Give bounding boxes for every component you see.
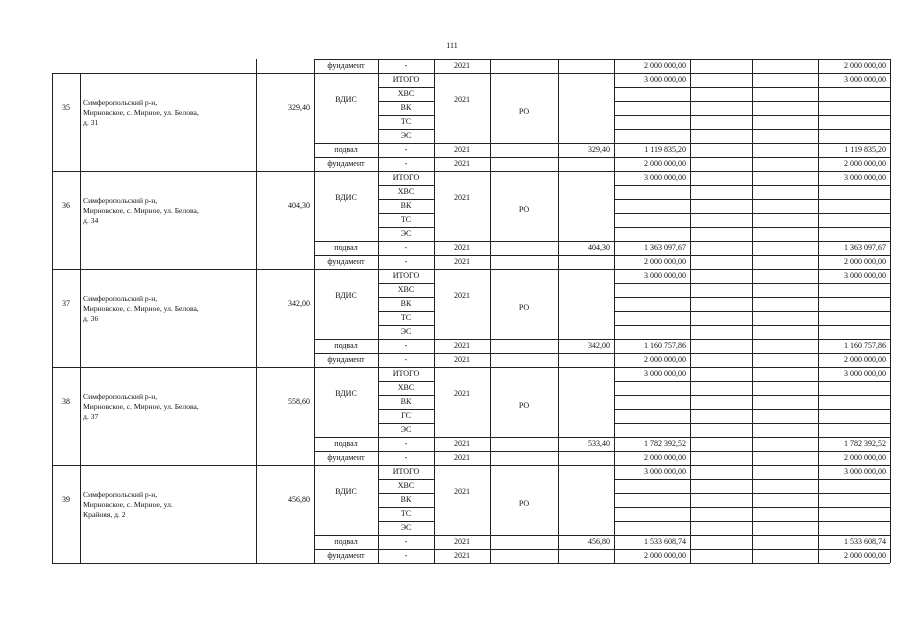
service-line	[378, 213, 434, 214]
block-border	[52, 563, 890, 564]
subrow-line	[314, 353, 890, 354]
amount-line	[614, 227, 890, 228]
work-type-cell: фундамент	[327, 551, 365, 560]
service-cell: ТС	[400, 509, 412, 518]
itogo-total-cell: 3 000 000,00	[844, 75, 886, 84]
amount-line	[614, 493, 890, 494]
work-type-cell: подвал	[334, 145, 358, 154]
service-line	[378, 479, 434, 480]
works-table	[52, 59, 890, 567]
subrow-line	[314, 535, 890, 536]
column-line	[256, 59, 257, 73]
service-cell: ИТОГО	[392, 75, 420, 84]
amount-line	[614, 185, 890, 186]
amount-line	[614, 101, 890, 102]
service-cell: ХВС	[397, 285, 415, 294]
column-line	[80, 465, 81, 563]
service-line	[378, 87, 434, 88]
amount-cell: 2 000 000,00	[644, 159, 686, 168]
dash-cell: -	[404, 439, 408, 448]
amount-line	[614, 381, 890, 382]
column-line	[890, 59, 891, 73]
volume-cell: 329,40	[588, 145, 610, 154]
system-type-cell: ВДИС	[335, 193, 357, 202]
volume-cell: 404,30	[588, 243, 610, 252]
dash-cell: -	[404, 257, 408, 266]
amount-line	[614, 325, 890, 326]
service-cell: ВК	[400, 201, 412, 210]
year-cell: 2021	[454, 537, 470, 546]
column-line	[256, 269, 257, 367]
column-line	[80, 73, 81, 171]
block-border	[52, 269, 890, 270]
itogo-amount-cell: 3 000 000,00	[644, 467, 686, 476]
area-cell: 456,80	[288, 495, 310, 504]
dash-cell: -	[404, 145, 408, 154]
amount-cell: 1 363 097,67	[644, 243, 686, 252]
service-line	[378, 297, 434, 298]
amount-cell: 1 119 835,20	[644, 145, 686, 154]
subrow-line	[314, 451, 890, 452]
column-line	[256, 465, 257, 563]
amount-line	[614, 423, 890, 424]
system-type-cell: ВДИС	[335, 95, 357, 104]
service-cell: ЭС	[400, 523, 412, 532]
work-type-cell: фундамент	[327, 61, 365, 70]
dash-cell: -	[404, 355, 408, 364]
work-type-cell: подвал	[334, 243, 358, 252]
service-line	[378, 283, 434, 284]
service-line	[378, 325, 434, 326]
amount-cell: 1 160 757,86	[644, 341, 686, 350]
area-cell: 558,60	[288, 397, 310, 406]
amount-cell: 2 000 000,00	[644, 355, 686, 364]
year-cell: 2021	[454, 453, 470, 462]
amount-line	[614, 479, 890, 480]
amount-line	[614, 409, 890, 410]
total-cell: 1 782 392,52	[844, 439, 886, 448]
column-line	[490, 59, 491, 73]
dash-cell: -	[404, 159, 408, 168]
service-cell: ИТОГО	[392, 271, 420, 280]
itogo-total-cell: 3 000 000,00	[844, 369, 886, 378]
amount-line	[614, 311, 890, 312]
service-line	[378, 493, 434, 494]
service-line	[378, 227, 434, 228]
column-line	[52, 367, 53, 465]
itogo-total-cell: 3 000 000,00	[844, 271, 886, 280]
column-line	[890, 465, 891, 563]
dash-cell: -	[404, 551, 408, 560]
service-line	[378, 521, 434, 522]
block-border	[52, 465, 890, 466]
year-cell: 2021	[454, 243, 470, 252]
column-line	[80, 269, 81, 367]
volume-cell: 533,40	[588, 439, 610, 448]
service-line	[378, 507, 434, 508]
year-cell: 2021	[454, 355, 470, 364]
total-cell: 2 000 000,00	[844, 453, 886, 462]
year-cell: 2021	[454, 487, 470, 496]
column-line	[890, 73, 891, 171]
year-cell: 2021	[454, 389, 470, 398]
amount-line	[614, 129, 890, 130]
total-cell: 1 160 757,86	[844, 341, 886, 350]
total-cell: 1 119 835,20	[844, 145, 886, 154]
service-cell: ВК	[400, 103, 412, 112]
service-cell: ИТОГО	[392, 173, 420, 182]
work-type-cell: фундамент	[327, 257, 365, 266]
funding-source-cell: РО	[518, 205, 530, 214]
service-line	[378, 115, 434, 116]
address-cell: Симферопольский р-н, Мирновское, с. Мирное, ул. Белова, д. 36	[83, 294, 199, 323]
year-cell: 2021	[454, 145, 470, 154]
column-line	[256, 367, 257, 465]
block-border	[52, 171, 890, 172]
service-cell: ЭС	[400, 229, 412, 238]
address-cell: Симферопольский р-н, Мирновское, с. Мирное, ул. Белова, д. 31	[83, 98, 199, 127]
column-line	[890, 269, 891, 367]
service-line	[378, 409, 434, 410]
service-cell: ТС	[400, 215, 412, 224]
total-cell: 2 000 000,00	[844, 355, 886, 364]
area-cell: 404,30	[288, 201, 310, 210]
work-type-cell: подвал	[334, 537, 358, 546]
service-line	[378, 395, 434, 396]
funding-source-cell: РО	[518, 303, 530, 312]
service-cell: ХВС	[397, 187, 415, 196]
service-cell: ВК	[400, 397, 412, 406]
total-cell: 2 000 000,00	[844, 551, 886, 560]
itogo-amount-cell: 3 000 000,00	[644, 173, 686, 182]
dash-cell: -	[404, 61, 408, 70]
subrow-line	[314, 339, 890, 340]
subrow-line	[314, 255, 890, 256]
column-line	[80, 171, 81, 269]
column-line	[256, 171, 257, 269]
grid-line	[314, 59, 890, 60]
service-cell: ИТОГО	[392, 369, 420, 378]
year-cell: 2021	[454, 341, 470, 350]
service-cell: ГС	[401, 411, 411, 420]
service-line	[378, 423, 434, 424]
total-cell: 2 000 000,00	[844, 159, 886, 168]
total-cell: 2 000 000,00	[844, 257, 886, 266]
work-type-cell: фундамент	[327, 453, 365, 462]
system-type-cell: ВДИС	[335, 291, 357, 300]
total-cell: 2 000 000,00	[844, 61, 886, 70]
service-cell: ИТОГО	[392, 467, 420, 476]
year-cell: 2021	[454, 257, 470, 266]
grid-line	[52, 73, 890, 74]
funding-source-cell: РО	[518, 401, 530, 410]
amount-cell: 1 533 608,74	[644, 537, 686, 546]
service-line	[378, 185, 434, 186]
subrow-line	[314, 241, 890, 242]
volume-cell: 342,00	[588, 341, 610, 350]
amount-line	[614, 395, 890, 396]
amount-line	[614, 297, 890, 298]
service-line	[378, 129, 434, 130]
service-cell: ЭС	[400, 131, 412, 140]
total-cell: 1 363 097,67	[844, 243, 886, 252]
dash-cell: -	[404, 537, 408, 546]
amount-line	[614, 213, 890, 214]
address-cell: Симферопольский р-н, Мирновское, с. Мирное, ул. Белова, д. 37	[83, 392, 199, 421]
year-cell: 2021	[454, 291, 470, 300]
page-number: 111	[446, 41, 458, 50]
subrow-line	[314, 549, 890, 550]
year-cell: 2021	[454, 95, 470, 104]
block-border	[52, 367, 890, 368]
year-cell: 2021	[454, 439, 470, 448]
year-cell: 2021	[454, 551, 470, 560]
column-line	[752, 59, 753, 73]
service-line	[378, 101, 434, 102]
row-number: 36	[62, 201, 70, 210]
service-cell: ВК	[400, 299, 412, 308]
year-cell: 2021	[454, 193, 470, 202]
itogo-amount-cell: 3 000 000,00	[644, 369, 686, 378]
area-cell: 342,00	[288, 299, 310, 308]
service-cell: ТС	[400, 117, 412, 126]
amount-line	[614, 115, 890, 116]
amount-cell: 2 000 000,00	[644, 61, 686, 70]
row-number: 35	[62, 103, 70, 112]
itogo-amount-cell: 3 000 000,00	[644, 271, 686, 280]
service-cell: ЭС	[400, 327, 412, 336]
funding-source-cell: РО	[518, 499, 530, 508]
amount-cell: 2 000 000,00	[644, 551, 686, 560]
column-line	[558, 59, 559, 73]
total-cell: 1 533 608,74	[844, 537, 886, 546]
volume-cell: 456,80	[588, 537, 610, 546]
subrow-line	[314, 157, 890, 158]
amount-cell: 1 782 392,52	[644, 439, 686, 448]
amount-line	[614, 87, 890, 88]
service-cell: ТС	[400, 313, 412, 322]
work-type-cell: фундамент	[327, 355, 365, 364]
column-line	[890, 171, 891, 269]
column-line	[52, 269, 53, 367]
itogo-total-cell: 3 000 000,00	[844, 467, 886, 476]
service-cell: ВК	[400, 495, 412, 504]
service-cell: ХВС	[397, 481, 415, 490]
amount-line	[614, 521, 890, 522]
service-line	[378, 199, 434, 200]
column-line	[256, 73, 257, 171]
system-type-cell: ВДИС	[335, 389, 357, 398]
row-number: 38	[62, 397, 70, 406]
year-cell: 2021	[454, 61, 470, 70]
column-line	[80, 367, 81, 465]
work-type-cell: подвал	[334, 341, 358, 350]
amount-line	[614, 199, 890, 200]
itogo-total-cell: 3 000 000,00	[844, 173, 886, 182]
subrow-line	[314, 437, 890, 438]
work-type-cell: фундамент	[327, 159, 365, 168]
column-line	[690, 59, 691, 73]
service-cell: ХВС	[397, 89, 415, 98]
amount-cell: 2 000 000,00	[644, 257, 686, 266]
service-line	[378, 381, 434, 382]
address-cell: Симферопольский р-н, Мирновское, с. Мирное, ул. Белова, д. 34	[83, 196, 199, 225]
row-number: 39	[62, 495, 70, 504]
system-type-cell: ВДИС	[335, 487, 357, 496]
dash-cell: -	[404, 341, 408, 350]
dash-cell: -	[404, 453, 408, 462]
amount-line	[614, 283, 890, 284]
work-type-cell: подвал	[334, 439, 358, 448]
itogo-amount-cell: 3 000 000,00	[644, 75, 686, 84]
column-line	[890, 367, 891, 465]
address-cell: Симферопольский р-н, Мирновское, с. Мирное, ул. Крайняя, д. 2	[83, 490, 173, 519]
service-line	[378, 311, 434, 312]
amount-line	[614, 507, 890, 508]
year-cell: 2021	[454, 159, 470, 168]
column-line	[52, 465, 53, 563]
amount-cell: 2 000 000,00	[644, 453, 686, 462]
funding-source-cell: РО	[518, 107, 530, 116]
area-cell: 329,40	[288, 103, 310, 112]
column-line	[52, 73, 53, 171]
column-line	[52, 171, 53, 269]
subrow-line	[314, 143, 890, 144]
service-cell: ХВС	[397, 383, 415, 392]
dash-cell: -	[404, 243, 408, 252]
row-number: 37	[62, 299, 70, 308]
service-cell: ЭС	[400, 425, 412, 434]
